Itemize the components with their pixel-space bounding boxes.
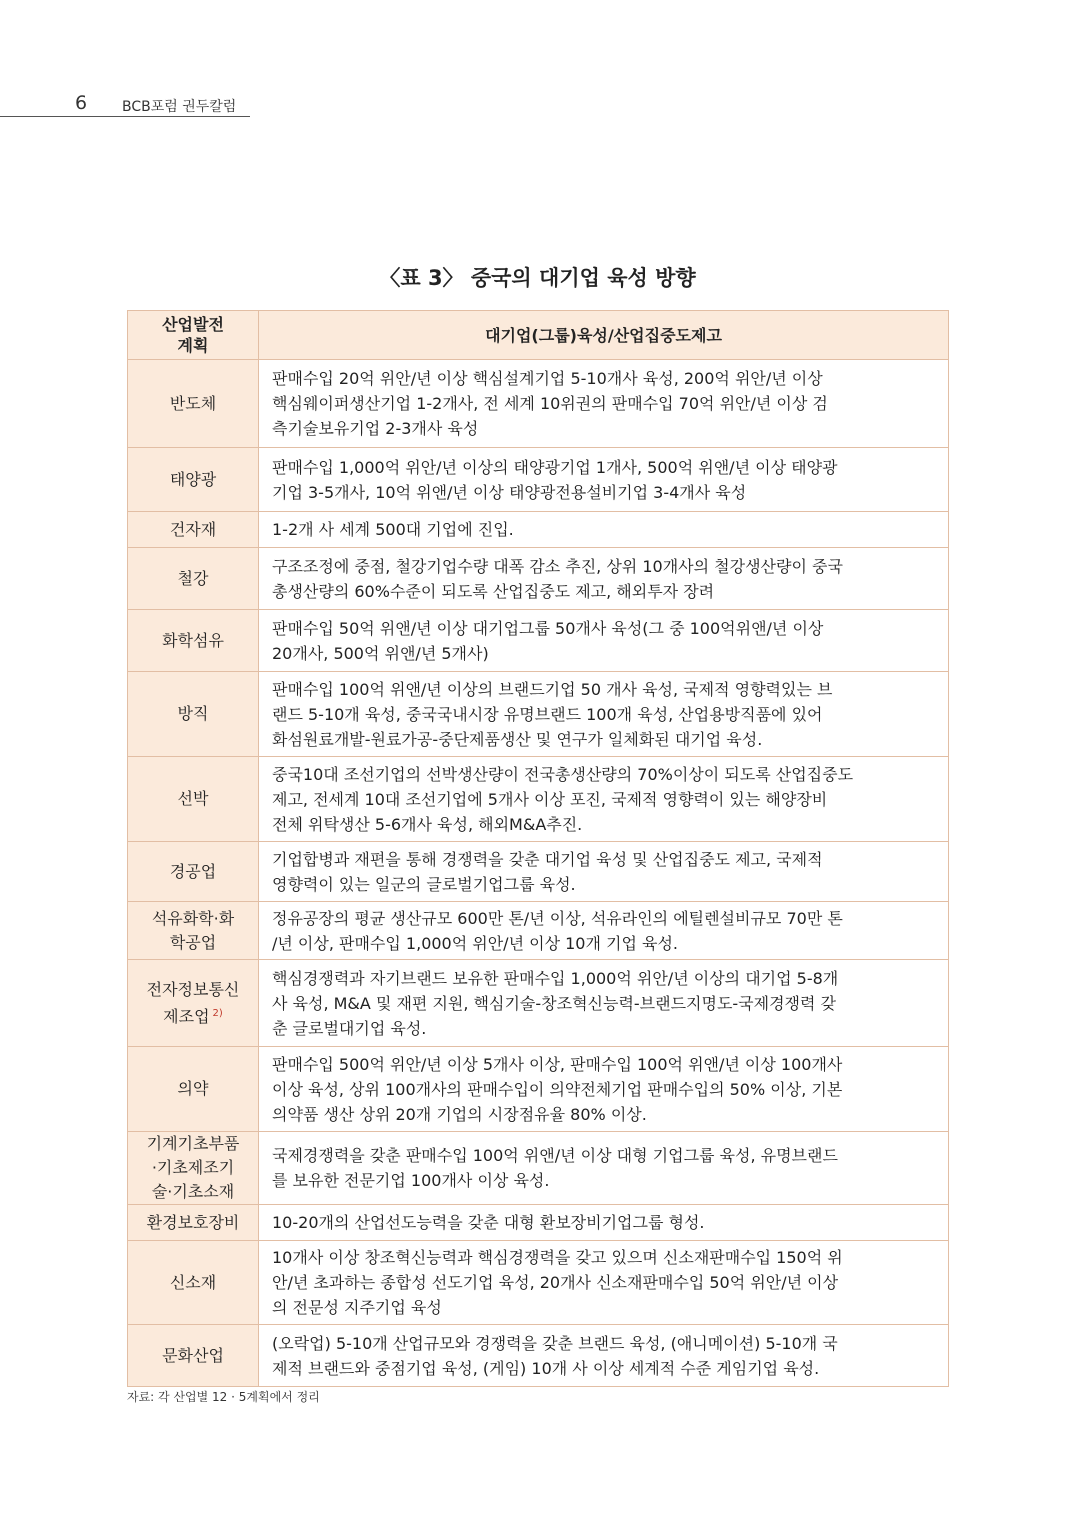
industry-category xyxy=(128,1047,259,1132)
table-row xyxy=(128,610,949,672)
policy-line: 기업 3-5개사, 10억 위앤/년 이상 태양광전용설비기업 3-4개사 육성 xyxy=(272,482,747,502)
policy-line: /년 이상, 판매수입 1,000억 위안/년 이상 10개 기업 육성. xyxy=(272,933,679,953)
industry-category xyxy=(128,757,259,842)
table-row xyxy=(128,1205,949,1241)
table-row xyxy=(128,902,949,960)
industry-category-line: 석유화학·화 xyxy=(151,908,235,928)
policy-line: 랜드 5-10개 육성, 중국국내시장 유명브랜드 100개 육성, 산업용방직품에 있어 xyxy=(272,704,823,724)
col-header-plan xyxy=(128,311,259,360)
policy-description xyxy=(259,1325,949,1387)
policy-line: 핵심경쟁력과 자기브랜드 보유한 판매수입 1,000억 위안/년 이상의 대기업 5-8개 xyxy=(272,968,839,988)
policy-line: 의약품 생산 상위 20개 기업의 시장점유율 80% 이상. xyxy=(272,1104,647,1124)
table-row xyxy=(128,1325,949,1387)
source-note: 자료: 각 산업별 12 · 5계획에서 정리 xyxy=(127,1390,320,1404)
col-header-plan-line: 계획 xyxy=(177,336,209,355)
industry-category-line: 전자정보통신 xyxy=(146,979,240,999)
table-row xyxy=(128,548,949,610)
industry-category-line: 학공업 xyxy=(169,932,217,952)
policy-line: 10-20개의 산업선도능력을 갖춘 대형 환보장비기업그룹 형성. xyxy=(272,1213,705,1232)
policy-line: (오락업) 5-10개 산업규모와 경쟁력을 갖춘 브랜드 육성, (애니메이션) 5-10개 국 xyxy=(272,1333,838,1353)
industry-category xyxy=(128,902,259,960)
industry-category-line: 건자재 xyxy=(169,519,217,539)
industry-category-line: 태양광 xyxy=(169,469,217,489)
industry-category-line: 철강 xyxy=(177,568,209,588)
table-row xyxy=(128,1241,949,1325)
policy-line: 춘 글로벌대기업 육성. xyxy=(272,1018,427,1038)
policy-line: 영향력이 있는 일군의 글로벌기업그룹 육성. xyxy=(272,874,576,894)
industry-category xyxy=(128,548,259,610)
policy-description xyxy=(259,902,949,960)
industry-category-line: 신소재 xyxy=(169,1272,217,1292)
industry-category xyxy=(128,360,259,448)
industry-category xyxy=(128,842,259,902)
header-rule xyxy=(0,116,250,117)
page-number: 6 xyxy=(75,92,88,114)
industry-category-line: 반도체 xyxy=(169,393,217,413)
policy-description xyxy=(259,672,949,757)
table-row xyxy=(128,960,949,1047)
industry-category-line: 문화산업 xyxy=(162,1345,224,1365)
policy-line: 기업합병과 재편을 통해 경쟁력을 갖춘 대기업 육성 및 산업집중도 제고, 국제적 xyxy=(272,849,823,869)
table-row xyxy=(128,842,949,902)
industry-category-line: 방직 xyxy=(177,704,209,723)
policy-description xyxy=(259,1205,949,1241)
policy-line: 20개사, 500억 위앤/년 5개사) xyxy=(272,643,489,663)
policy-line: 판매수입 100억 위앤/년 이상의 브랜드기업 50 개사 육성, 국제적 영향력있는 브 xyxy=(272,679,833,699)
policy-line: 제고, 전세계 10대 조선기업에 5개사 이상 포진, 국제적 영향력이 있는 해양장비 xyxy=(272,789,828,809)
policy-description xyxy=(259,512,949,548)
policy-description xyxy=(259,610,949,672)
industry-category xyxy=(128,672,259,757)
policy-line: 화섬원료개발-원료가공-중단제품생산 및 연구가 일체화된 대기업 육성. xyxy=(272,729,763,749)
industry-category xyxy=(128,448,259,512)
col-header-plan-line: 산업발전 xyxy=(162,315,224,334)
policy-line: 1-2개 사 세계 500대 기업에 진입. xyxy=(272,520,514,539)
industry-category xyxy=(128,1132,259,1205)
policy-line: 의 전문성 지주기업 육성 xyxy=(272,1298,442,1317)
policy-description xyxy=(259,548,949,610)
policy-line: 측기술보유기업 2-3개사 육성 xyxy=(272,419,479,438)
policy-description xyxy=(259,842,949,902)
industry-category-line: 경공업 xyxy=(169,861,217,881)
table-row xyxy=(128,512,949,548)
policy-description xyxy=(259,1241,949,1325)
policy-description xyxy=(259,448,949,512)
policy-line: 총생산량의 60%수준이 되도록 산업집중도 제고, 해외투자 장려 xyxy=(272,581,715,601)
policy-line: 사 육성, M&A 및 재편 지원, 핵심기술-창조혁신능력-브랜드지명도-국제경쟁력 갖 xyxy=(272,993,837,1013)
policy-description xyxy=(259,1132,949,1205)
policy-line: 핵심웨이퍼생산기업 1-2개사, 전 세계 10위권의 판매수입 70억 위안/년 이상 검 xyxy=(272,394,828,413)
industry-category-line: ·기초제조기 xyxy=(151,1158,235,1177)
table-row xyxy=(128,1047,949,1132)
industry-category xyxy=(128,1205,259,1241)
industry-category xyxy=(128,512,259,548)
policy-line: 중국10대 조선기업의 선박생산량이 전국총생산량의 70%이상이 되도록 산업집중도 xyxy=(272,764,854,784)
industry-category xyxy=(128,1325,259,1387)
industry-category-line: 환경보호장비 xyxy=(146,1212,240,1232)
industry-category-line: 의약 xyxy=(177,1079,209,1098)
industry-category xyxy=(128,960,259,1047)
policy-description xyxy=(259,757,949,842)
policy-line: 10개사 이상 창조혁신능력과 핵심경쟁력을 갖고 있으며 신소재판매수입 150억 위 xyxy=(272,1248,843,1267)
policy-line: 판매수입 1,000억 위안/년 이상의 태양광기업 1개사, 500억 위앤/년 이상 태양광 xyxy=(272,457,838,477)
policy-line: 판매수입 50억 위앤/년 이상 대기업그룹 50개사 육성(그 중 100억위앤/년 이상 xyxy=(272,618,824,638)
series-title: BCB포럼 권두칼럼 xyxy=(122,99,237,115)
policy-line: 이상 육성, 상위 100개사의 판매수입이 의약전체기업 판매수입의 50% 이상, 기본 xyxy=(272,1079,843,1099)
industry-category xyxy=(128,610,259,672)
table-caption: 〈표 3〉 중국의 대기업 육성 방향 xyxy=(379,266,696,290)
industry-category xyxy=(128,1241,259,1325)
policy-line: 구조조정에 중점, 철강기업수량 대폭 감소 추진, 상위 10개사의 철강생산량이 중국 xyxy=(272,556,843,576)
table-row xyxy=(128,672,949,757)
industry-table xyxy=(127,310,949,1387)
policy-line: 제적 브랜드와 중점기업 육성, (게임) 10개 사 이상 세계적 수준 게임기업 육성. xyxy=(272,1358,820,1378)
policy-line: 전체 위탁생산 5-6개사 육성, 해외M&A추진. xyxy=(272,814,583,834)
table-header-row xyxy=(128,311,949,360)
policy-description xyxy=(259,360,949,448)
industry-category-line: 기계기초부품 xyxy=(146,1134,240,1153)
footnote-marker: 2) xyxy=(212,1007,223,1019)
industry-category-line: 제조업 $^{2)}$ xyxy=(163,1006,223,1026)
policy-line: 를 보유한 전문기업 100개사 이상 육성. xyxy=(272,1171,550,1190)
table-row xyxy=(128,1132,949,1205)
policy-line: 안/년 초과하는 종합성 선도기업 육성, 20개사 신소재판매수입 50억 위안/년 이상 xyxy=(272,1273,839,1292)
industry-category-line: 화학섬유 xyxy=(162,630,224,650)
policy-line: 국제경쟁력을 갖춘 판매수입 100억 위앤/년 이상 대형 기업그룹 육성, 유명브랜드 xyxy=(272,1146,838,1165)
industry-category-line: 술·기초소재 xyxy=(151,1182,235,1201)
table-row xyxy=(128,360,949,448)
industry-category-line: 선박 xyxy=(177,789,209,808)
policy-line: 판매수입 20억 위안/년 이상 핵심설계기업 5-10개사 육성, 200억 위안/년 이상 xyxy=(272,369,823,388)
policy-line: 정유공장의 평균 생산규모 600만 톤/년 이상, 석유라인의 에틸렌설비규모 70만 톤 xyxy=(272,908,843,928)
table-row xyxy=(128,757,949,842)
policy-description xyxy=(259,960,949,1047)
policy-line: 판매수입 500억 위안/년 이상 5개사 이상, 판매수입 100억 위앤/년 이상 100개사 xyxy=(272,1054,843,1074)
page-header xyxy=(0,88,250,118)
col-header-policy: 대기업(그룹)육성/산업집중도제고 xyxy=(259,311,949,360)
policy-description xyxy=(259,1047,949,1132)
table-row xyxy=(128,448,949,512)
